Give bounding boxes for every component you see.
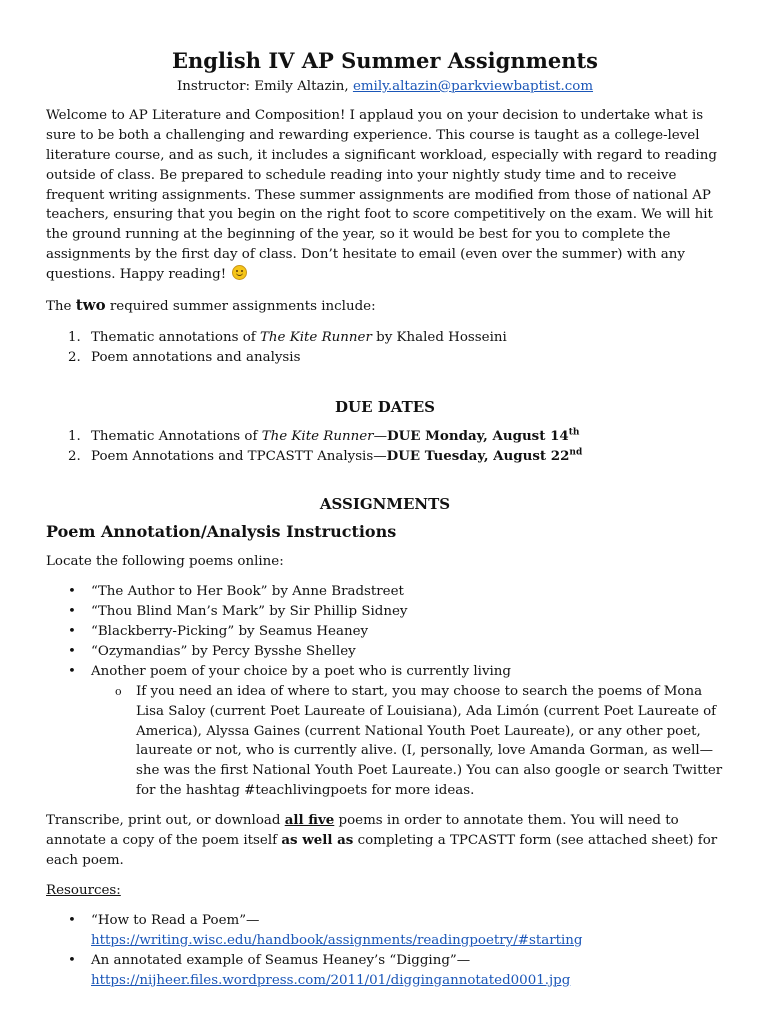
instructor-label: Instructor: Emily Altazin, [176,79,353,94]
transcribe-paragraph [46,811,724,871]
item-text: Thematic Annotations of [91,428,262,444]
resource-text: “How to Read a Poem”— [91,912,260,928]
transcribe-text: Transcribe, print out, or download [46,813,285,829]
intro-paragraph [46,106,724,285]
required-suffix: required summer assignments include: [105,299,376,315]
bullet-icon: • [68,604,76,620]
poem-title: “The Author to Her Book” by Anne Bradstreet [91,584,404,600]
book-title: The Kite Runner [261,428,374,444]
resource-link[interactable]: https://writing.wisc.edu/handbook/assignments/readingpoetry/#starting [91,932,583,948]
poem-instructions-heading: Poem Annotation/Analysis Instructions [46,522,397,542]
list-item [46,622,724,642]
list-item [46,447,724,467]
instructor-email-link[interactable]: emily.altazin@parkviewbaptist.com [352,79,594,94]
list-number: 2. [68,448,81,464]
list-item [46,642,724,662]
list-item [46,951,724,991]
list-number: 1. [68,428,81,444]
em-dash: — [373,448,387,464]
due-dates-heading: DUE DATES [335,397,435,416]
item-text: by Khaled Hosseini [371,329,507,345]
list-item [46,427,724,447]
resource-link[interactable]: https://nijheer.files.wordpress.com/2011/01/diggingannotated0001.jpg [91,972,571,988]
em-dash: — [373,428,387,444]
due-date: DUE Monday, August 14 [386,427,569,444]
as-well-as-emphasis: as well as [281,832,354,849]
bullet-icon: • [68,952,76,968]
poem-sublist [91,682,724,801]
bullet-icon: • [68,584,76,600]
poem-title: Another poem of your choice by a poet who is currently living [91,663,512,679]
required-prefix: The [46,299,76,315]
poem-title: “Ozymandias” by Percy Bysshe Shelley [91,643,356,659]
poem-title: “Thou Blind Man’s Mark” by Sir Phillip Sidney [91,604,408,620]
bullet-icon: • [68,643,76,659]
list-item [46,328,724,348]
bullet-icon: • [68,912,76,928]
required-intro [46,296,724,317]
required-list [46,328,724,368]
bullet-icon: • [68,624,76,640]
instructor-line [46,77,724,97]
transcribe-text: poems in order to annotate them. You will need to annotate a copy of the poem itself [46,813,679,849]
bullet-icon: • [68,663,76,679]
ordinal-suffix: th [568,427,580,438]
list-item [46,662,724,801]
list-number: 1. [68,329,81,345]
book-title: The Kite Runner [260,329,372,345]
required-count: two [75,296,106,315]
intro-text: Welcome to AP Literature and Composition! I applaud you on your decision to undertake what is sure to be both a challenging and rewarding experience. This course is taught as a college-level literature course, and as such, it includes a significant workload, especially with regard to reading outside of class. Be prepared to schedule reading into your nightly study time and to receive frequent writing assignments. These summer assignments are modified from those of national AP teachers, ensuring that you begin on the right foot to score competitively on the exam. We will hit the ground running at the beginning of the year, so it would be best for you to complete the assignments by the first day of class. Don’t hesitate to email (even over the summer) with any questions. Happy reading! [46,107,717,283]
sub-list-item [91,682,724,801]
assignments-heading: ASSIGNMENTS [319,494,451,513]
poem-title: “Blackberry-Picking” by Seamus Heaney [91,624,369,640]
poem-list [46,582,724,801]
smiley-face-icon [232,265,247,280]
sub-item-text: If you need an idea of where to start, you may choose to search the poems of Mona Lisa Saloy (current Poet Laureate of Louisiana), Ada Limón (current Poet Laureate of America), Alyssa Gaines (current National Youth Poet Laureate), or any other poet, laureate or not, who is currently alive. (I, personally, love Amanda Gorman, as well—she was the first National Youth Poet Laureate.) You can also google or search Twitter for the hashtag #teachlivingpoets for more ideas. [136,683,723,799]
list-item [46,582,724,602]
resources-list [46,911,724,991]
list-item [46,602,724,622]
locate-text: Locate the following poems online: [46,554,284,570]
item-text: Poem Annotations and TPCASTT Analysis [91,448,374,464]
item-text: Poem annotations and analysis [91,349,301,365]
list-number: 2. [68,349,81,365]
all-five-emphasis: all five [284,812,335,829]
due-date: DUE Tuesday, August 22 [386,447,570,464]
transcribe-text: completing a TPCASTT form (see attached sheet) for each poem. [46,833,718,868]
resources-label: Resources: [46,882,121,898]
due-dates-list [46,427,724,467]
ordinal-suffix: nd [569,447,583,458]
list-item [46,911,724,951]
item-text: Thematic annotations of [91,329,260,345]
hollow-bullet-icon: o [115,684,122,698]
list-item [46,348,724,368]
resource-text: An annotated example of Seamus Heaney’s “Digging”— [91,952,471,968]
document-title: English IV AP Summer Assignments [172,48,598,73]
